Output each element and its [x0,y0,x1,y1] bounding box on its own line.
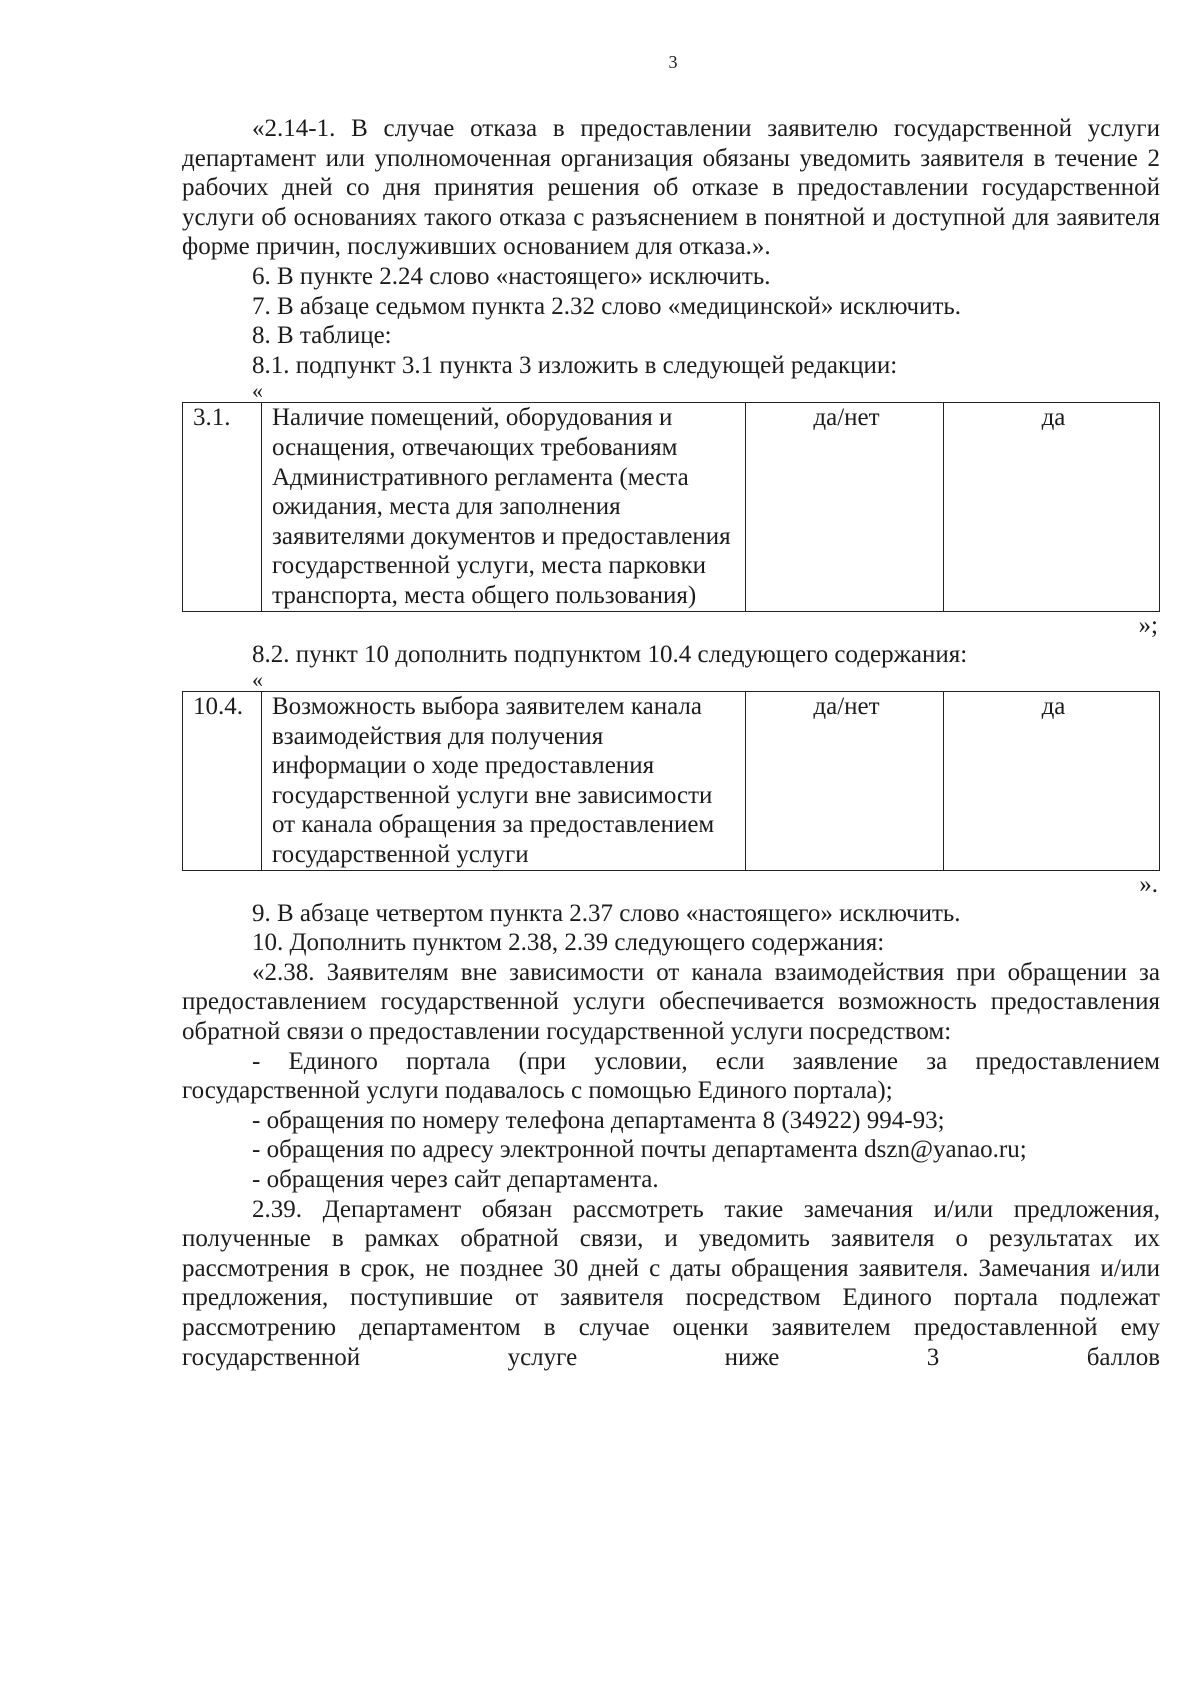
quote-close-mark: »; [1138,611,1158,639]
list-item: - обращения по адресу электронной почты департамента dszn@yanao.ru; [252,1136,1027,1164]
paragraph-item-8: 8. В таблице: [252,322,392,350]
criteria-table-10-4 [182,691,1160,871]
criteria-table-3-1 [182,402,1160,611]
table-row [183,692,1160,871]
list-item: - обращения через сайт департамента. [252,1166,659,1193]
table-cell-number: 10.4. [183,692,262,871]
paragraph-item-7: 7. В абзаце седьмом пункта 2.32 слово «медицинской» исключить. [252,292,962,320]
table-cell-unit: да/нет [746,692,944,871]
paragraph-item-10: 10. Дополнить пунктом 2.38, 2.39 следующего содержания: [252,929,885,957]
paragraph-item-8-1: 8.1. подпункт 3.1 пункта 3 изложить в следующей редакции: [252,351,898,379]
list-item: - Единого портала (при условии, если заявление за предоставлением государственной услуги подавалось с помощью Единого портала); [182,1047,1160,1105]
document-body [182,114,1160,1372]
quote-close-mark: ». [1139,870,1158,898]
paragraph-2-38: «2.38. Заявителям вне зависимости от канала взаимодействия при обращении за предоставлением государственной услуги обеспечивается возможность предоставления обратной связи о предоставлении государственной услуги посредством: [182,958,1160,1046]
table-cell-criterion: Наличие помещений, оборудования и оснащения, отвечающих требованиям Административного регламента (места ожидания, места для заполнения заявителями документов и предоставления государственной услуги, места парковки транспорта, места общего пользования) [262,403,746,611]
paragraph-2-14-1: «2.14-1. В случае отказа в предоставлении заявителю государственной услуги департамент или уполномоченная организация обязаны уведомить заявителя в течение 2 рабочих дней со дня принятия решения об отказе в предоставлении государственной услуги об основаниях такого отказа с разъяснением в понятной и доступной для заявителя форме причин, послуживших основанием для отказа.». [182,115,1160,261]
table-cell-unit: да/нет [746,403,944,611]
quote-open-mark: « [252,378,263,404]
page-number: 3 [668,52,678,72]
quote-open-mark: « [252,667,263,693]
list-item: - обращения по номеру телефона департамента 8 (34922) 994-93; [252,1106,945,1134]
paragraph-2-39: 2.39. Департамент обязан рассмотреть такие замечания и/или предложения, полученные в рамках обратной связи, и уведомить заявителя о результатах их рассмотрения в срок, не позднее 30 дней с даты обращения заявителя. Замечания и/или предложения, поступившие от заявителя посредством Единого портала подлежат рассмотрению департаментом в случае оценки заявителем предоставленной ему государственной услуге ниже 3 баллов [182,1195,1160,1371]
paragraph-item-6: 6. В пункте 2.24 слово «настоящего» исключить. [252,262,771,290]
table-cell-criterion: Возможность выбора заявителем канала взаимодействия для получения информации о ходе предоставления государственной услуги вне зависимости от канала обращения за предоставлением государственной услуги [262,692,746,871]
table-row [183,403,1160,611]
table-cell-number: 3.1. [183,403,262,611]
table-cell-normative: да [944,692,1160,871]
paragraph-item-9: 9. В абзаце четвертом пункта 2.37 слово «настоящего» исключить. [252,899,961,927]
table-cell-normative: да [944,403,1160,611]
paragraph-item-8-2: 8.2. пункт 10 дополнить подпунктом 10.4 следующего содержания: [252,640,968,668]
